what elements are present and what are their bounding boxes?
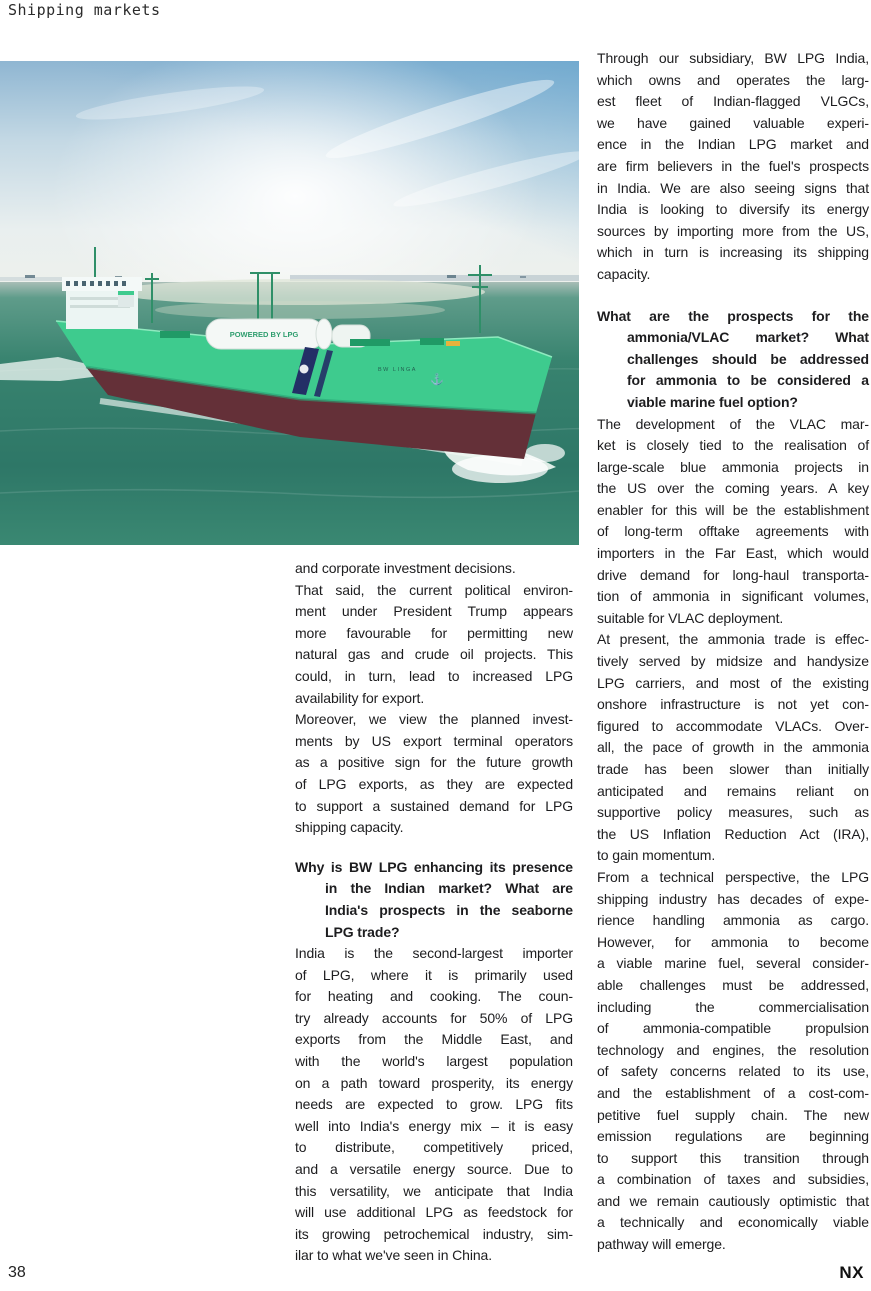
text-line: in the Indian market? What are xyxy=(325,880,573,897)
text-line: tively served by midsize and handysize xyxy=(597,653,869,670)
text-line: more favourable for permitting new xyxy=(295,624,573,641)
bw-emblem xyxy=(300,365,309,374)
text-line: the US Inflation Reduction Act (IRA), xyxy=(597,825,869,842)
text-line: and a versatile energy source. Due to xyxy=(295,1161,573,1178)
text-line: LPG trade? xyxy=(325,923,400,940)
ship-photo xyxy=(0,61,579,545)
text-line: will use additional LPG as feedstock for xyxy=(295,1204,573,1221)
text-line: well into India's energy mix – it is easy xyxy=(295,1117,573,1134)
text-line: in India. We are also seeing signs that xyxy=(597,179,869,196)
text-line: on a path toward prosperity, its energy xyxy=(295,1074,573,1091)
text-line: What are the prospects for the xyxy=(597,307,869,324)
text-line: of ammonia-compatible propulsion xyxy=(597,1020,869,1037)
text-line: of safety concerns related to its use, xyxy=(597,1063,869,1080)
text-line: of LPG exports, as they are expected xyxy=(295,775,573,792)
text-line: importers in the Far East, which would xyxy=(597,545,869,562)
paragraph xyxy=(597,48,869,286)
text-line: this versatility, we anticipate that India xyxy=(295,1182,573,1199)
text-line: That said, the current political environ- xyxy=(295,581,573,598)
text-line: technology and engines, the resolution xyxy=(597,1041,869,1058)
paragraph xyxy=(295,709,573,839)
text-line: Through our subsidiary, BW LPG India, xyxy=(597,50,869,66)
question-heading xyxy=(597,306,869,414)
text-line: are firm believers in the fuel's prospects xyxy=(597,157,869,174)
text-line: trade has been slower than initially xyxy=(597,761,869,777)
paragraph xyxy=(597,414,869,630)
text-line: However, for ammonia to become xyxy=(597,933,869,950)
text-line: pathway will emerge. xyxy=(597,1236,726,1253)
text-line: onshore infrastructure is not yet con- xyxy=(597,696,869,713)
text-line: to support this transition through xyxy=(597,1149,869,1166)
tank-label: POWERED BY LPG xyxy=(229,330,299,339)
text-line: ilar to what we've seen in China. xyxy=(295,1247,493,1264)
text-line: a technically and economically viable xyxy=(597,1214,869,1231)
text-line: tion of ammonia in significant volumes, xyxy=(597,588,869,605)
text-line: From a technical perspective, the LPG xyxy=(597,868,869,885)
paragraph xyxy=(295,943,573,1267)
text-line: LPG carriers, and most of the existing xyxy=(597,674,869,691)
text-line: to support a sustained demand for LPG xyxy=(295,797,573,814)
ship-name-label: BW LINGA xyxy=(378,367,417,373)
text-line: emission regulations are beginning xyxy=(597,1128,869,1145)
text-line: with the world's largest population xyxy=(295,1053,573,1070)
text-line: and corporate investment decisions. xyxy=(295,560,516,576)
text-line: large-scale blue ammonia projects in xyxy=(597,458,869,475)
text-line: Moreover, we view the planned invest- xyxy=(295,711,573,728)
text-line: viable marine fuel option? xyxy=(627,393,798,410)
text-line: exports from the Middle East, and xyxy=(295,1031,573,1048)
distant-vessel xyxy=(25,275,35,278)
text-line: try already accounts for 50% of LPG xyxy=(295,1009,573,1026)
text-line: of long-term offtake agreements with xyxy=(597,523,869,540)
text-line: a combination of taxes and subsidies, xyxy=(597,1171,869,1188)
ship-illustration xyxy=(0,61,579,545)
text-line: to gain momentum. xyxy=(597,847,716,864)
text-line: which in turn is increasing its shipping xyxy=(597,244,869,261)
text-line: for ammonia to be considered a xyxy=(627,372,869,389)
column-middle xyxy=(295,558,573,1267)
text-line: est fleet of Indian-flagged VLGCs, xyxy=(597,93,869,110)
text-line: which owns and operates the larg- xyxy=(597,71,869,88)
text-line: supportive policy measures, such as xyxy=(597,804,869,821)
publication-logo: NX xyxy=(839,1263,864,1282)
text-line: petitive fuel supply chain. The new xyxy=(597,1106,869,1123)
text-line: ence in the Indian LPG market and xyxy=(597,136,869,153)
text-line: we have gained valuable experi- xyxy=(597,114,869,131)
text-line: ket is closely tied to the realisation of xyxy=(597,437,869,454)
text-line: including the commercialisation xyxy=(597,998,869,1015)
text-line: availability for export. xyxy=(295,689,425,706)
section-header: Shipping markets xyxy=(8,1,161,19)
distant-vessel xyxy=(520,276,526,278)
text-line: India is the second-largest importer xyxy=(295,945,573,962)
text-line: as a positive sign for the future growth xyxy=(295,754,573,771)
text-line: to distribute, competitively priced, xyxy=(295,1139,573,1156)
text-line: suitable for VLAC deployment. xyxy=(597,609,784,626)
text-line: needs are expected to grow. LPG fits xyxy=(295,1096,573,1113)
superstructure xyxy=(62,277,142,329)
question-heading xyxy=(295,857,573,943)
text-line: could, in turn, lead to increased LPG xyxy=(295,667,573,684)
paragraph xyxy=(597,867,869,1256)
text-line: India is looking to diversify its energy xyxy=(597,201,869,218)
text-line: rience handling ammonia as cargo. xyxy=(597,912,869,929)
text-line: the US over the coming years. A key xyxy=(597,480,869,497)
text-line: for heating and cooking. The coun- xyxy=(295,988,573,1005)
column-right xyxy=(597,48,869,1256)
text-line: capacity. xyxy=(597,265,651,282)
text-line: shipping industry has decades of expe- xyxy=(597,890,869,907)
text-line: all, the pace of growth in the ammonia xyxy=(597,739,869,756)
paragraph xyxy=(295,580,573,710)
text-line: Why is BW LPG enhancing its presence xyxy=(295,858,573,875)
text-line: its growing petrochemical industry, sim- xyxy=(295,1225,573,1242)
text-line: challenges should be addressed xyxy=(627,350,869,367)
text-line: ammonia/VLAC market? What xyxy=(627,329,869,346)
paragraph xyxy=(295,558,573,580)
text-line: figured to accommodate VLACs. Over- xyxy=(597,717,869,734)
distant-vessel xyxy=(447,275,456,278)
text-line: enabler for this will be the establishment xyxy=(597,501,869,518)
text-line: anticipated and remains reliant on xyxy=(597,782,869,799)
text-line: India's prospects in the seaborne xyxy=(325,901,573,918)
paragraph xyxy=(597,629,869,867)
anchor-mark: ⚓ xyxy=(430,374,444,386)
text-line: The development of the VLAC mar- xyxy=(597,415,869,432)
text-line: of LPG, where it is primarily used xyxy=(295,966,573,983)
text-line: shipping capacity. xyxy=(295,819,404,836)
text-line: drive demand for long-haul transporta- xyxy=(597,566,869,583)
text-line: able challenges must be addressed, xyxy=(597,976,869,993)
sun-glitter xyxy=(155,301,445,319)
text-line: ment under President Trump appears xyxy=(295,603,573,620)
text-line: a viable marine fuel, several consider- xyxy=(597,955,869,972)
text-line: At present, the ammonia trade is effec- xyxy=(597,631,869,648)
text-line: and we remain cautiously optimistic that xyxy=(597,1192,869,1209)
text-line: natural gas and crude oil projects. This xyxy=(295,646,573,663)
text-line: and the establishment of a cost-com- xyxy=(597,1084,869,1101)
page-number: 38 xyxy=(8,1264,26,1281)
text-line: ments by US export terminal operators xyxy=(295,732,573,749)
text-line: sources by importing more from the US, xyxy=(597,222,869,239)
